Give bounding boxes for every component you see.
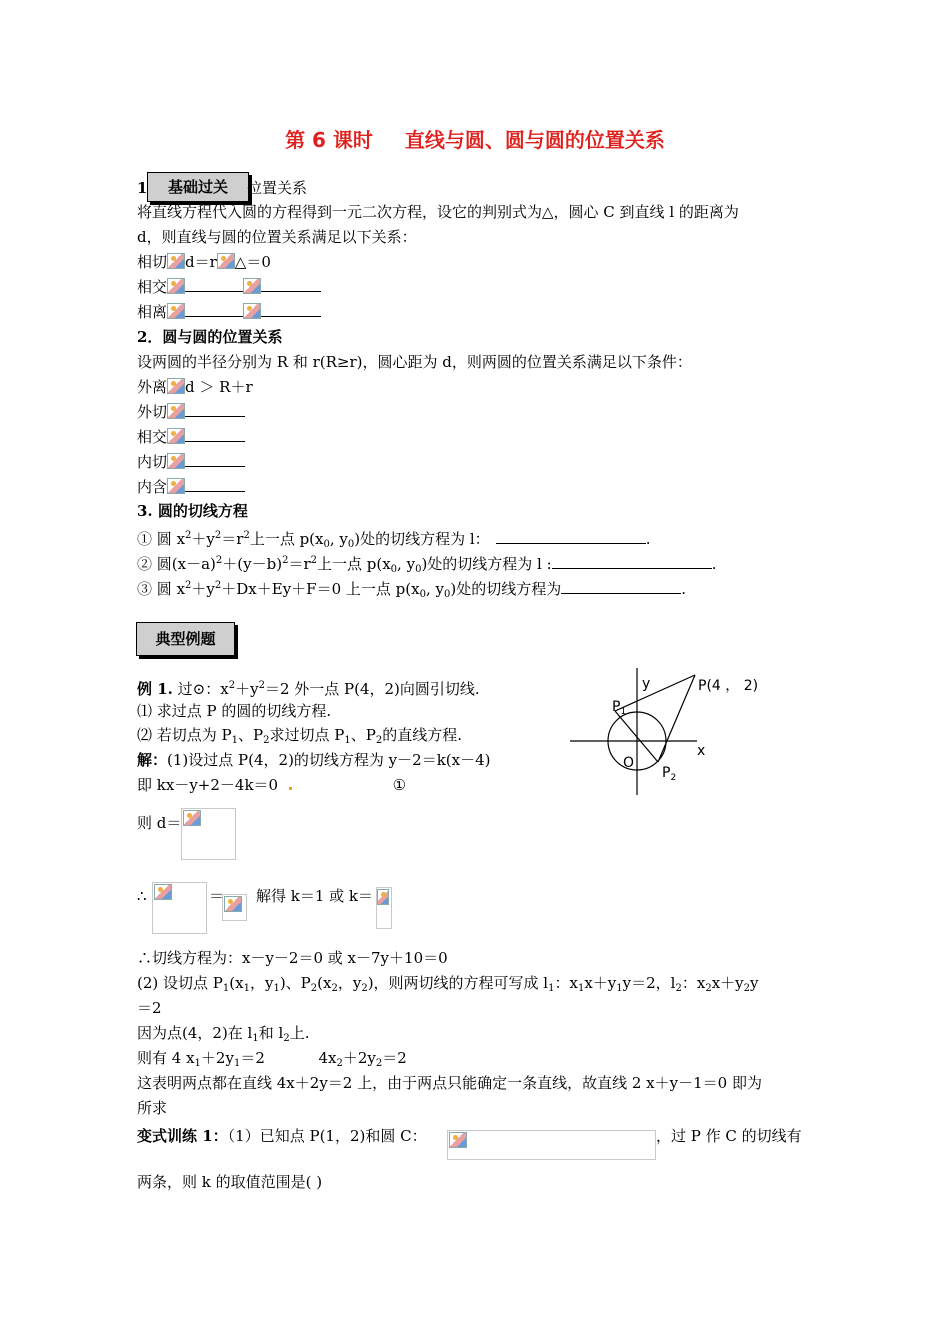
image-icon bbox=[167, 478, 185, 494]
image-icon bbox=[377, 889, 389, 905]
s2-ext-tangent-row: 外切 bbox=[137, 402, 245, 422]
answer-blank[interactable] bbox=[185, 302, 243, 317]
answer-blank[interactable] bbox=[185, 402, 245, 417]
title-lesson: 第 6 课时 bbox=[285, 128, 373, 152]
image-icon bbox=[167, 378, 185, 394]
point-p-label: P(4 ， 2) bbox=[698, 678, 759, 694]
example1-part2-line1: (2) 设切点 $P_1(x_1$，$y_1$)、$P_2(x_2$，$y_2$)，则两切线的方程可写成 $l_1$：$x_1x+y_1y=2$，$l_2$：$x_2x+y_2y$ bbox=[137, 974, 759, 994]
example1-solution-2: 即 kx－y+2－4k＝0 ① bbox=[137, 776, 407, 794]
example1-have: 则有 4 $x_1+2y_1=2$ $4x_2+2y_2=2$ bbox=[137, 1049, 407, 1069]
circle-tangent-figure bbox=[565, 663, 775, 803]
example1-q1: ⑴ 求过点 P 的圆的切线方程. bbox=[137, 702, 332, 720]
tangent-line-1 bbox=[615, 675, 695, 711]
s1-intro-line2: d，则直线与圆的位置关系满足以下关系： bbox=[137, 228, 417, 246]
s1-heading-num: 1 bbox=[137, 179, 148, 197]
s2-intersect-row: 相交 bbox=[137, 427, 245, 447]
example1-solution-1: 解：(1)设过点 P(4，2)的切线方程为 y－2＝k(x－4) bbox=[137, 751, 491, 769]
s1-intro-line1: 将直线方程代入圆的方程得到一元二次方程，设它的判别式为△，圆心 C 到直线 l 的距离为 bbox=[137, 203, 739, 221]
s2-contain-row: 内含 bbox=[137, 477, 245, 497]
example1-therefore-sym: ∴ bbox=[137, 887, 147, 905]
origin-label: O bbox=[623, 755, 635, 771]
answer-blank[interactable] bbox=[185, 277, 243, 292]
variant-training-line2: 两条，则 k 的取值范围是( ) bbox=[137, 1173, 323, 1191]
section-basics-label: 基础过关 bbox=[147, 172, 249, 202]
formula-image-frame bbox=[447, 1130, 656, 1160]
answer-blank[interactable] bbox=[552, 554, 712, 569]
image-icon bbox=[167, 303, 185, 319]
example1-conclusion-1: 这表明两点都在直线 4x＋2y＝2 上，由于两点只能确定一条直线，故直线 2 x＋y－1＝0 即为 bbox=[137, 1074, 762, 1092]
tangent-line-2 bbox=[658, 675, 695, 762]
formula-image-frame bbox=[181, 808, 236, 860]
image-icon bbox=[224, 896, 242, 912]
example1-distance: 则 d＝ bbox=[137, 814, 182, 832]
answer-blank[interactable] bbox=[496, 529, 646, 544]
image-icon bbox=[154, 884, 172, 900]
y-axis-label: y bbox=[642, 676, 651, 692]
answer-blank[interactable] bbox=[261, 277, 321, 292]
page-title bbox=[0, 124, 950, 153]
s2-intro: 设两圆的半径分别为 R 和 r(R≥r)，圆心距为 d，则两圆的位置关系满足以下条件： bbox=[137, 353, 692, 371]
title-topic: 直线与圆、圆与圆的位置关系 bbox=[404, 128, 665, 152]
formula-image-frame bbox=[152, 882, 207, 934]
variant-training-line1: 变式训练 1：（1）已知点 P(1，2)和圆 C： bbox=[137, 1127, 427, 1145]
formula-image-frame bbox=[222, 894, 247, 921]
image-icon bbox=[167, 403, 185, 419]
image-icon bbox=[167, 278, 185, 294]
formula-image-frame bbox=[376, 887, 392, 929]
variant-training-line1-end: ，过 P 作 C 的切线有 bbox=[656, 1127, 802, 1145]
answer-blank[interactable] bbox=[261, 302, 321, 317]
example1-conclusion-2: 所求 bbox=[137, 1099, 168, 1117]
image-icon bbox=[217, 253, 235, 269]
s3-heading: 3. 圆的切线方程 bbox=[137, 502, 248, 520]
image-icon bbox=[167, 453, 185, 469]
s1-separate-row: 相离 bbox=[137, 302, 321, 322]
s2-heading: 2．圆与圆的位置关系 bbox=[137, 328, 283, 346]
image-icon bbox=[449, 1132, 467, 1148]
example1-q2: ⑵ 若切点为 $P_1$、$P_2$求过切点 $P_1$、$P_2$的直线方程. bbox=[137, 726, 462, 746]
s3-item2: ② 圆$(x-a)^2+(y-b)^2=r^2$上一点 $p(x_0$, $y_0$)处的切线方程为 l : . bbox=[137, 555, 717, 575]
answer-blank[interactable] bbox=[185, 477, 245, 492]
example1-because: 因为点(4，2)在 $l_1$和 $l_2$上. bbox=[137, 1024, 310, 1044]
s3-item3: ③ 圆 $x^2+y^2+Dx+Ey+F=0$ 上一点 $p(x_0$, $y_0$)处的切线方程为 . bbox=[137, 580, 686, 600]
s1-heading: 位置关系 bbox=[247, 179, 308, 197]
point-p2-label: $P_2$ bbox=[662, 765, 677, 783]
answer-blank[interactable] bbox=[185, 452, 245, 467]
s2-external-row: 外离 d ＞ R＋r bbox=[137, 378, 253, 396]
x-axis-label: x bbox=[697, 743, 706, 759]
s1-tangent-row: 相切 d＝r △＝0 bbox=[137, 253, 271, 271]
example1-tangent-equations: ∴切线方程为：x－y－2＝0 或 x－7y＋10＝0 bbox=[137, 949, 448, 967]
example1-equals: ＝ bbox=[209, 887, 225, 905]
example1-solve: 解得 k＝1 或 k＝ bbox=[256, 887, 374, 905]
example1-statement: 例 1. 过⊙：$x^2+y^2=2$ 外一点 P(4，2)向圆引切线. bbox=[137, 680, 480, 698]
image-icon bbox=[167, 253, 185, 269]
point-p1-label: $P_1$ bbox=[612, 699, 627, 717]
image-icon bbox=[243, 303, 261, 319]
image-icon bbox=[183, 810, 201, 826]
image-icon bbox=[167, 428, 185, 444]
s2-int-tangent-row: 内切 bbox=[137, 452, 245, 472]
s1-intersect-row: 相交 bbox=[137, 277, 321, 297]
s3-item1: ① 圆 $x^2+y^2=r^2$上一点 $p(x_0$, $y_0$)处的切线方程为 l： . bbox=[137, 530, 651, 550]
example1-part2-line2: ＝2 bbox=[137, 999, 162, 1017]
section-examples-label: 典型例题 bbox=[136, 622, 235, 656]
answer-blank[interactable] bbox=[185, 427, 245, 442]
answer-blank[interactable] bbox=[561, 579, 681, 594]
image-icon bbox=[243, 278, 261, 294]
